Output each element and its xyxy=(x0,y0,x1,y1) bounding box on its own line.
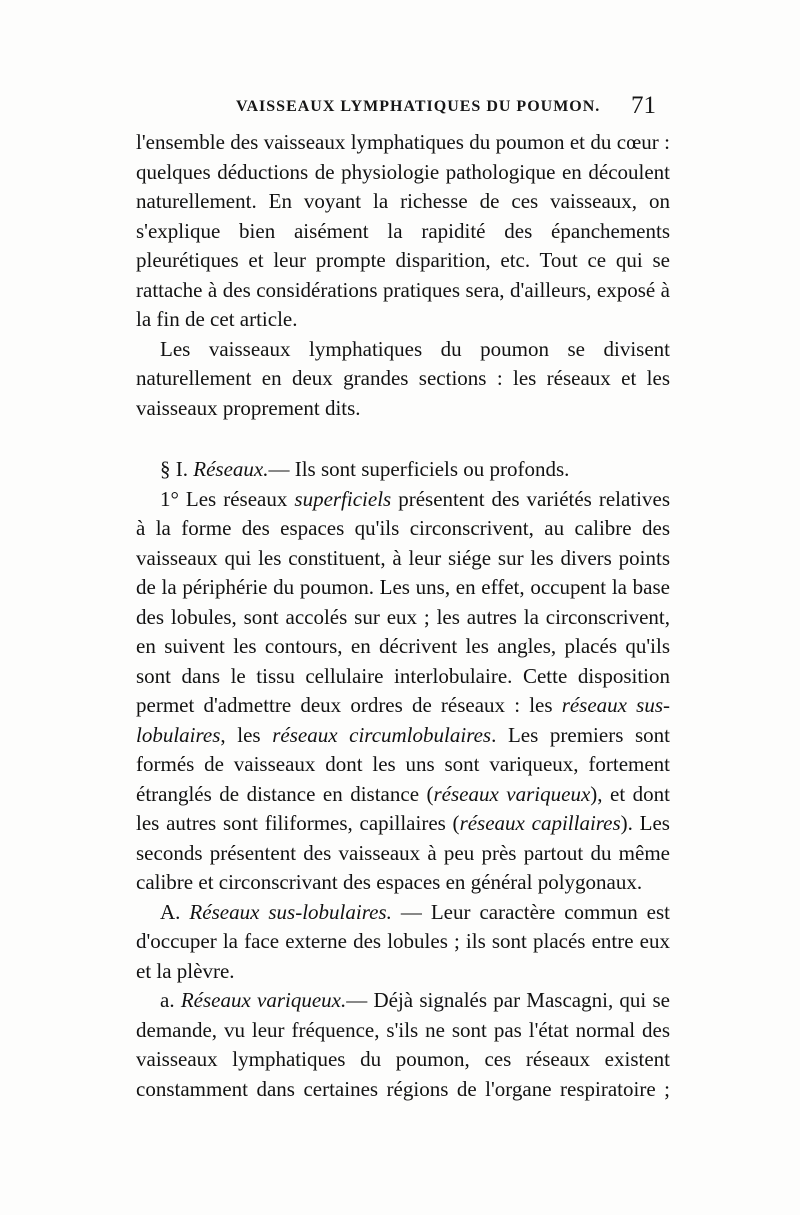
text-run: présentent des variétés relatives à la forme des espaces qu'ils circonscrivent, au calibre des vaisseaux qui les constituent, à leur siége sur les divers points de la périphérie du poumon. Les uns, en effet, occupent la base des lobules, sont accolés sur eux ; les autres la circonscrivent, en suivent les contours, en décrivent les angles, placés qu'ils sont dans le tissu cellulaire interlobulaire. Cette disposition permet d'admettre deux ordres de réseaux : les xyxy=(136,486,670,717)
body-text xyxy=(136,128,670,1104)
section-heading xyxy=(136,455,670,485)
term-variqueux: réseaux variqueux xyxy=(433,781,591,806)
subsection-a-upper xyxy=(136,898,670,987)
term-superficiels: superficiels xyxy=(294,486,392,511)
subsection-label: A. xyxy=(160,899,181,924)
running-title: VAISSEAUX LYMPHATIQUES DU POUMON. xyxy=(236,98,601,115)
subsection-title: Réseaux sus-lobulaires. xyxy=(189,899,392,924)
subsection-text: — Leur caractère commun est d'occuper la face externe des lobules ; ils sont placés entre eux et la plèvre. xyxy=(136,899,671,983)
term-capillaires: réseaux capillaires xyxy=(459,811,621,835)
section-label: § I. xyxy=(160,457,188,481)
subsection-label: a. xyxy=(160,988,175,1012)
text-run: , les xyxy=(220,722,261,747)
subsection-a-lower xyxy=(136,986,670,1104)
paragraph-continuation: l'ensemble des vaisseaux lymphatiques du poumon et du cœur : quelques déductions de physiologie pathologique en découlent naturellement. En voyant la richesse de ces vaisseaux, on s'explique bien aisément la rapidité des épanchements pleurétiques et leur prompte disparition, etc. Tout ce qui se rattache à des considérations pratiques sera, d'ailleurs, exposé à la fin de cet article. xyxy=(136,130,670,331)
section-title: Réseaux. xyxy=(193,457,269,481)
page-header xyxy=(140,94,670,124)
paragraph-sections: Les vaisseaux lymphatiques du poumon se divisent naturellement en deux grandes sections : les réseaux et les vaisseaux proprement dits. xyxy=(136,336,670,420)
section-text: — Ils sont superficiels ou profonds. xyxy=(268,457,570,481)
page-number: 71 xyxy=(631,92,656,119)
paragraph-superficial-networks xyxy=(136,485,670,898)
subsection-title: Réseaux variqueux. xyxy=(180,988,347,1012)
subsection-text: — Déjà signalés par Mascagni, qui se demande, vu leur fréquence, s'ils ne sont pas l'état normal des vaisseaux lymphatiques du poumon, ces réseaux existent constamment dans certaines régions de l'organe respiratoire ; xyxy=(136,988,670,1101)
text-run: . Les premiers sont formés de vaisseaux dont les uns sont variqueux, fortement étranglés de distance en distance ( xyxy=(136,722,670,806)
term-sus-lobulaires: réseaux sus-lobulaires xyxy=(136,693,670,747)
text-run: ). Les seconds présentent des vaisseaux à peu près partout du même calibre et circonscrivant des espaces en général polygonaux. xyxy=(136,811,670,894)
paragraph-number: 1° Les réseaux xyxy=(160,486,288,511)
term-circumlobulaires: réseaux circumlobulaires xyxy=(272,722,492,747)
text-run: ), et dont les autres sont filiformes, capillaires ( xyxy=(136,781,670,835)
